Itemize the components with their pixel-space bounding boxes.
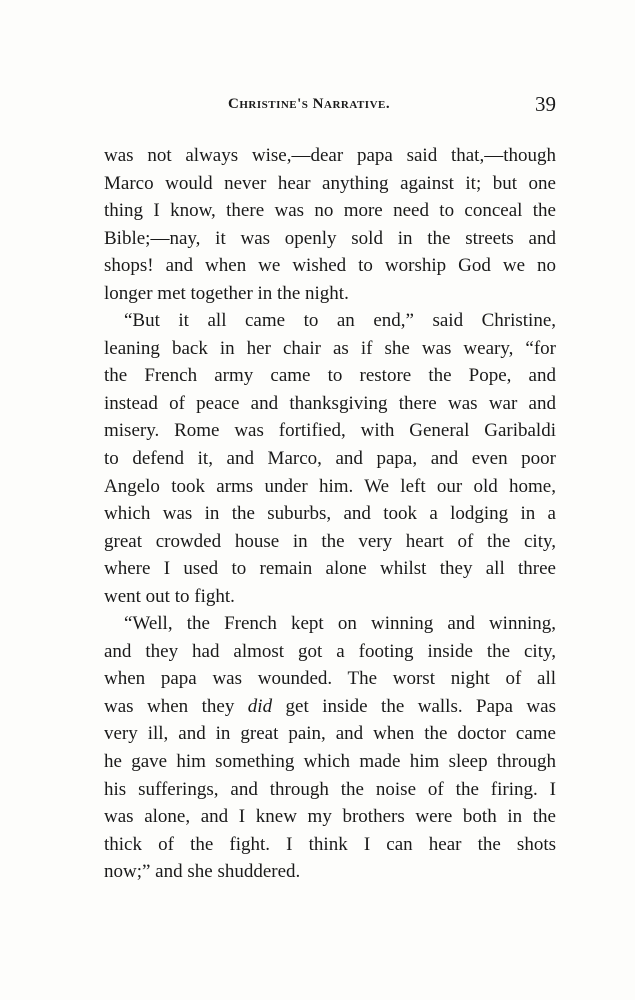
body-text (104, 142, 556, 886)
text-line: longer met together in the night. (104, 282, 349, 304)
text-line: when papa was wounded. The worst night of all (104, 668, 556, 690)
text-line: which was in the suburbs, and took a lodging in a (104, 503, 556, 525)
text-line: now;” and she shuddered. (104, 861, 301, 883)
text-line: very ill, and in great pain, and when the doctor came (104, 723, 556, 745)
italic-emphasis: did (247, 695, 273, 717)
text-line: where I used to remain alone whilst they all three (104, 558, 556, 580)
text-line: instead of peace and thanksgiving there was war and (104, 392, 556, 414)
text-line: misery. Rome was fortified, with General Garibaldi (104, 420, 556, 442)
text-line: was alone, and I knew my brothers were both in the (104, 806, 556, 828)
text-line: great crowded house in the very heart of the city, (104, 530, 556, 552)
text-line: Marco would never hear anything against it; but one (104, 172, 556, 194)
text-line: “But it all came to an end,” said Christine, (124, 310, 556, 332)
text-line: and they had almost got a footing inside the city, (104, 640, 556, 662)
running-head (104, 92, 556, 122)
text-line: “Well, the French kept on winning and winning, (124, 613, 556, 635)
page-number: 39 (535, 92, 556, 116)
text-line: thing I know, there was no more need to conceal the (104, 200, 556, 222)
text-line: the French army came to restore the Pope, and (104, 365, 556, 387)
text-line: leaning back in her chair as if she was weary, “for (104, 337, 556, 359)
text-line: to defend it, and Marco, and papa, and even poor (104, 448, 556, 470)
text-line: went out to fight. (104, 585, 235, 607)
text-line: was when they did get inside the walls. Papa was (104, 695, 556, 717)
text-line: thick of the fight. I think I can hear the shots (104, 833, 556, 855)
text-line: Bible;—nay, it was openly sold in the streets and (104, 227, 556, 249)
running-title: Christine's Narrative. (228, 96, 391, 112)
text-line: he gave him something which made him sleep through (104, 751, 556, 773)
text-line: Angelo took arms under him. We left our old home, (104, 475, 556, 497)
text-line: his sufferings, and through the noise of the firing. I (104, 778, 556, 800)
text-line: shops! and when we wished to worship God we no (104, 255, 556, 277)
text-line: was not always wise,—dear papa said that,—though (104, 145, 556, 166)
